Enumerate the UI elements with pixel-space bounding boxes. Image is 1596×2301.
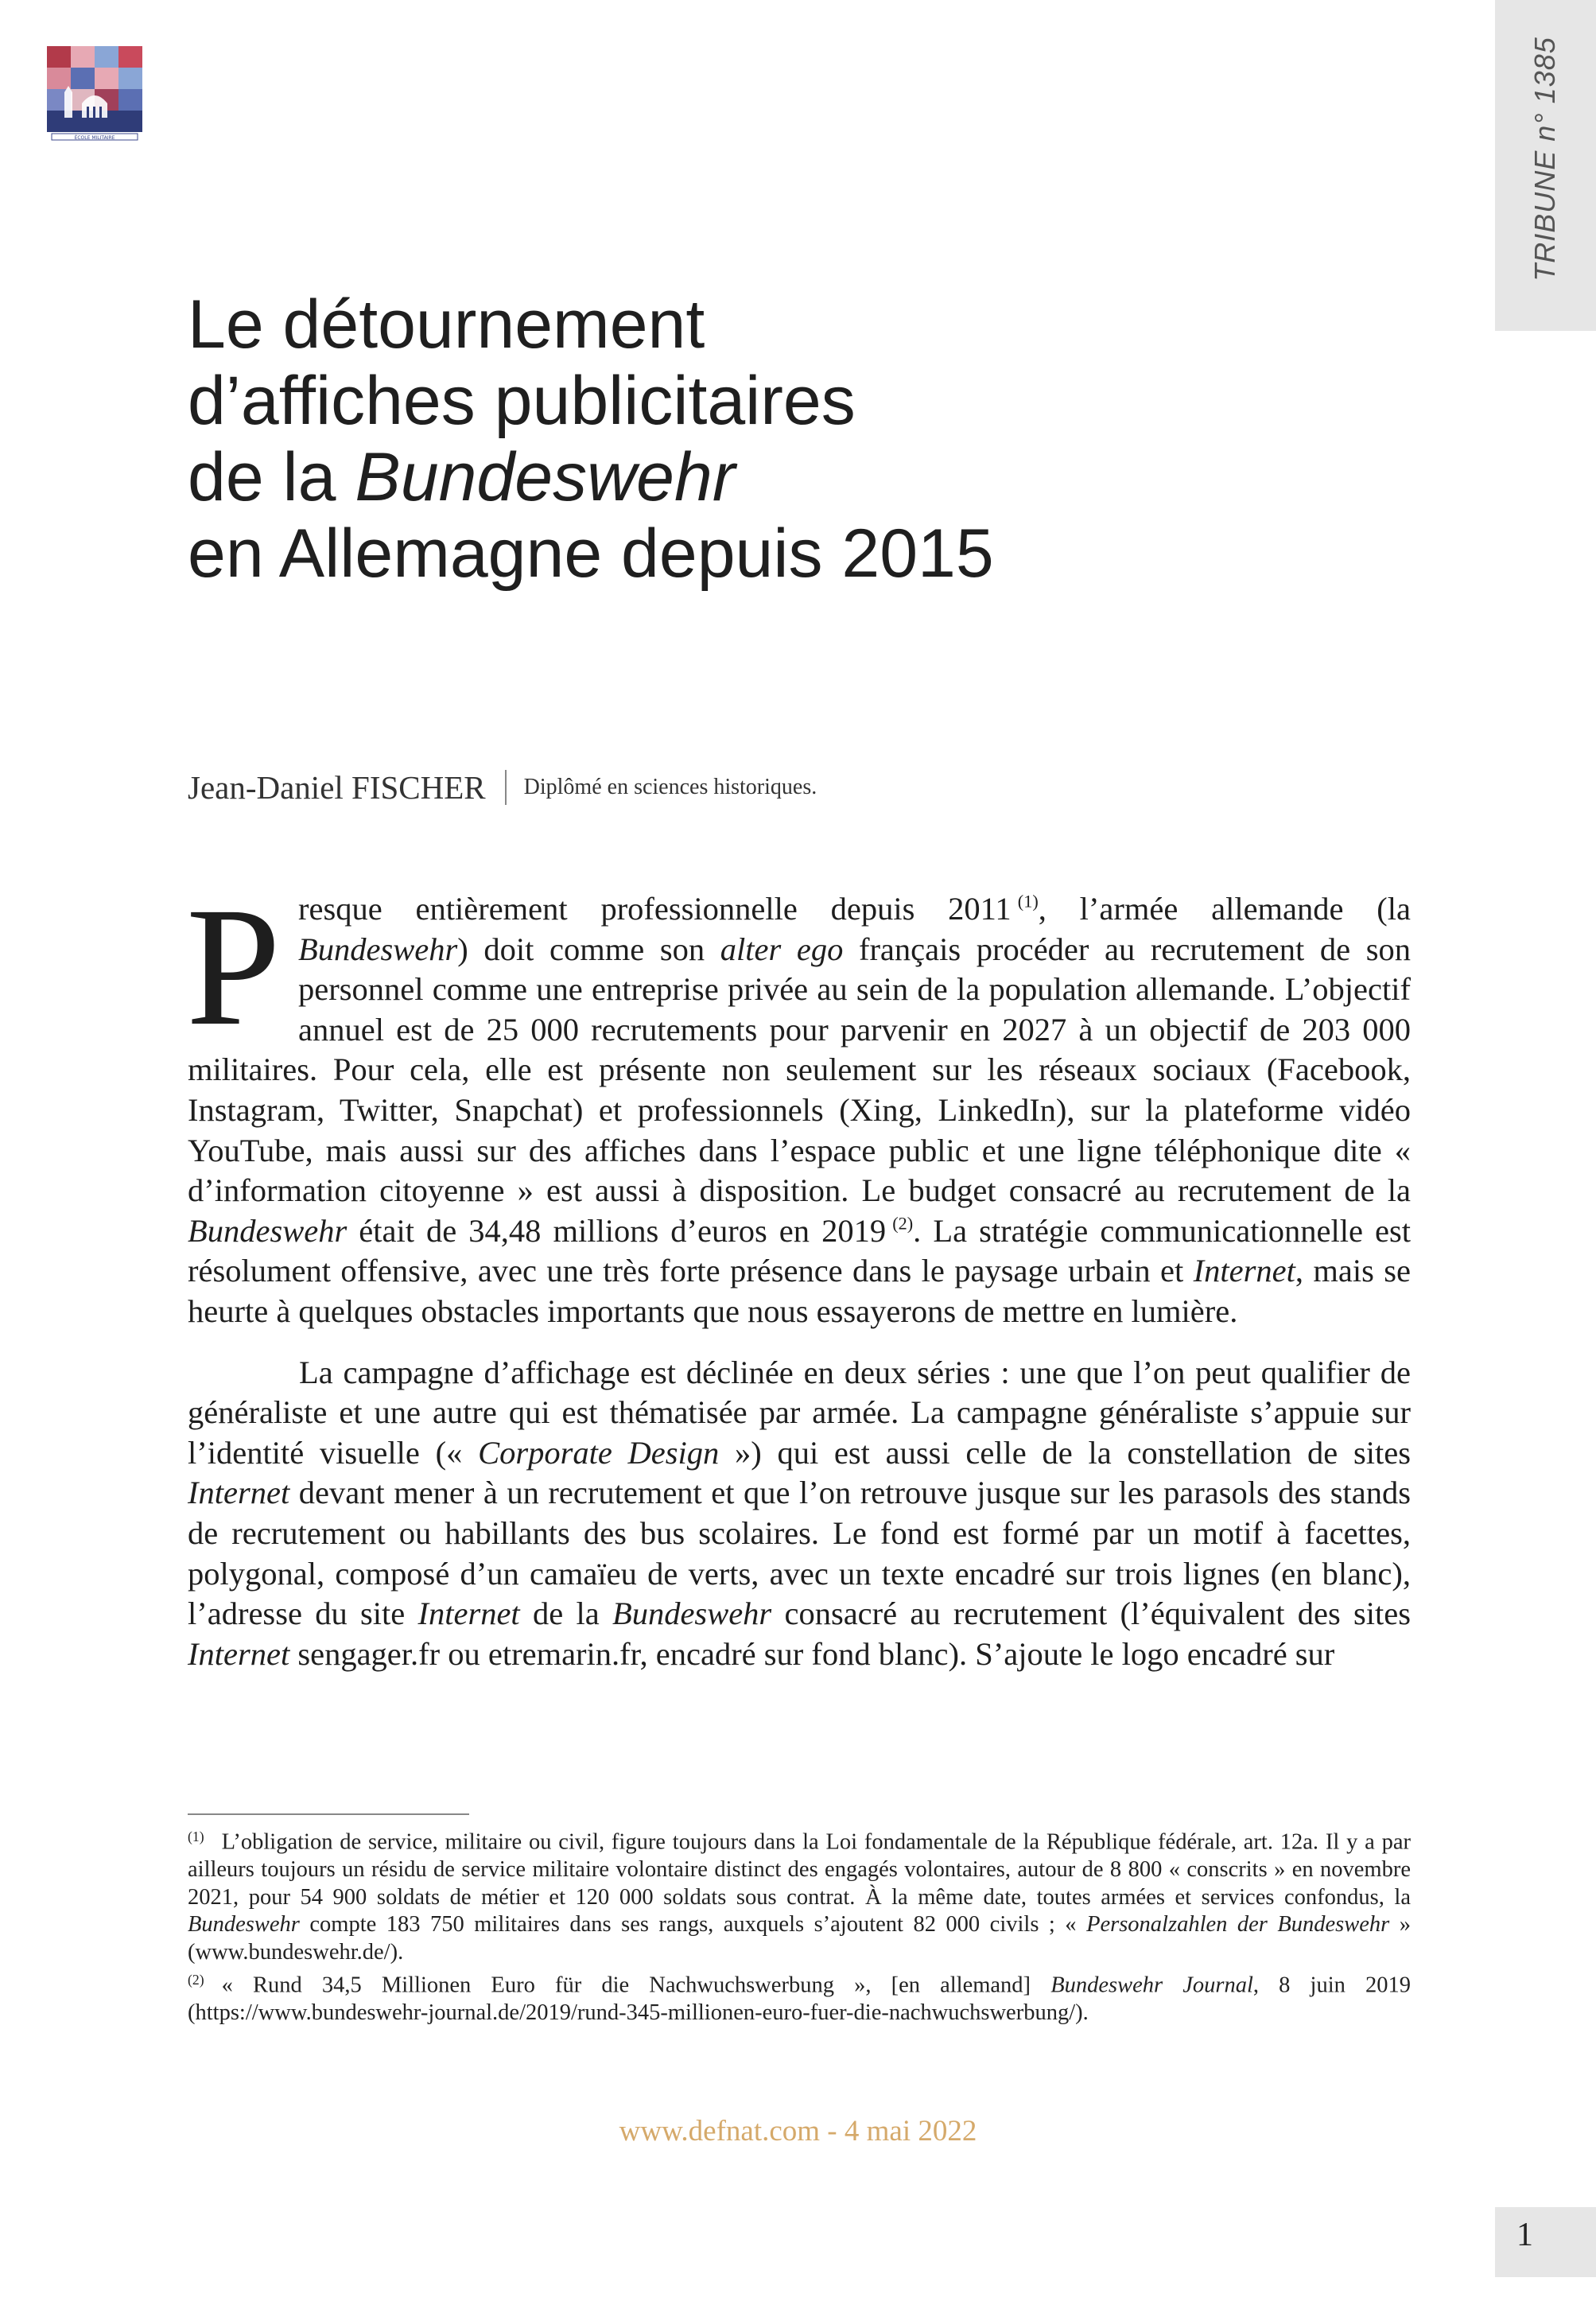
author-divider [505, 770, 507, 805]
footnote-separator [188, 1813, 469, 1815]
page-number-tab [1495, 2207, 1596, 2277]
article-title [188, 286, 1301, 592]
p1-italic-3: Bundeswehr [188, 1212, 348, 1249]
fn1-italic-2: Personalzahlen der Bundeswehr [1086, 1912, 1390, 1938]
p1-text-1: resque entièrement professionnelle depuis 2011 [298, 891, 1012, 927]
institution-building-logo-icon [47, 46, 142, 142]
p2-italic-5: Internet [188, 1635, 290, 1672]
footer-website-date[interactable]: www.defnat.com - 4 mai 2022 [619, 2115, 977, 2147]
footnotes [188, 1823, 1411, 2027]
footnote-2-mark: (2) [188, 1972, 204, 1988]
fn1-text-2: compte 183 750 militaires dans ses rangs, auxquels s’ajoutent 82 000 civils ; « [299, 1912, 1087, 1938]
fn2-text-1: « Rund 34,5 Millionen Euro für die Nachwuchswerbung », [en allemand] [221, 1973, 1051, 1998]
drop-cap: P [186, 873, 282, 1061]
p1-italic-2: alter ego [720, 931, 844, 967]
footnote-ref-1[interactable]: (1) [1017, 891, 1039, 911]
p2-text-6: sengager.fr ou etremarin.fr, encadré sur fond blanc). S’ajoute le logo encadré sur [289, 1635, 1335, 1672]
author-block [188, 768, 817, 807]
p2-text-5: consacré au recrutement (l’équivalent des sites [771, 1596, 1411, 1632]
institution-logo [47, 46, 142, 142]
p1-text-6: . La stratégie communicationnelle est résolument offensive, avec une très forte présence dans le paysage urbain et [188, 1212, 1411, 1289]
p1-text-2: , l’armée allemande (la [1038, 891, 1411, 927]
fn1-italic-1: Bundeswehr [188, 1912, 300, 1938]
title-line-1: Le détournement [188, 286, 705, 363]
fn2-italic-1: Bundeswehr Journal [1050, 1973, 1253, 1998]
p1-text-7: , mais se heurte à quelques obstacles importants que nous essayerons de mettre en lumière. [188, 1253, 1411, 1329]
p2-text-3: devant mener à un recrutement et que l’on retrouve jusque sur les parasols des stands de recrutement ou habillants des bus scolaires. Le fond est formé par un motif à facettes, polygonal, composé d’un camaïeu de verts, avec un texte encadré sur trois lignes (en blanc), l’adresse du site [188, 1475, 1411, 1632]
page-number: 1 [1516, 2217, 1533, 2253]
title-line-3-prefix: de la [188, 439, 355, 515]
paragraph-2 [188, 1353, 1411, 1675]
paragraph-1 [186, 873, 1411, 1332]
p1-italic-4: Internet [1193, 1253, 1295, 1289]
article-body [186, 873, 1411, 1674]
author-role: Diplômé en sciences historiques. [523, 775, 817, 799]
author-name [188, 768, 486, 807]
tribune-label: TRIBUNE n° 1385 [1528, 37, 1561, 282]
p1-text-3: ) doit comme son [457, 931, 720, 967]
p2-italic-4: Bundeswehr [612, 1596, 772, 1632]
fn1-text-1: L’obligation de service, militaire ou civil, figure toujours dans la Loi fondamentale de la République fédérale, art. 12a. Il y a par ailleurs toujours un résidu de service militaire volontaire distinct des engagés volontaires, autour de 8 800 « conscrits » en novembre 2021, pour 54 900 soldats de métier et 120 000 soldats sous contrat. À la même date, toutes armées et services confondus, la [188, 1829, 1411, 1910]
p2-text-2: ») qui est aussi celle de la constellation de sites [719, 1434, 1411, 1471]
footnote-2 [188, 1966, 1411, 2027]
p2-text-1: La campagne d’affichage est déclinée en deux séries : une que l’on peut qualifier de généraliste et une autre qui est thématisée par armée. La campagne généraliste s’appuie sur l’identité visuelle (« [188, 1354, 1411, 1471]
p2-italic-1: Corporate Design [478, 1434, 720, 1471]
logo-caption: ÉCOLE MILITAIRE [74, 135, 115, 141]
author-last-name: FISCHER [351, 769, 486, 806]
fn1-text-3: » (www.bundeswehr.de/). [188, 1912, 1411, 1965]
p1-text-4: français procéder au recrutement de son personnel comme une entreprise privée au sein de la population allemande. L’objectif annuel est de 25 000 recrutements pour parvenir en 2027 à un objectif de 203 000 militaires. Pour cela, elle est présente non seulement sur les réseaux sociaux (Facebook, Instagram, Twitter, Snapchat) et professionnels (Xing, LinkedIn), sur la plateforme vidéo YouTube, mais aussi sur des affiches dans l’espace public et une ligne téléphonique dite « d’information citoyenne » est aussi à disposition. Le budget consacré au recrutement de la [188, 931, 1411, 1209]
p2-italic-2: Internet [188, 1475, 290, 1511]
footnote-ref-2[interactable]: (2) [892, 1213, 914, 1234]
title-line-3 [188, 439, 1301, 515]
p1-italic-1: Bundeswehr [298, 931, 458, 967]
title-line-2: d’affiches publicitaires [188, 363, 856, 439]
title-line-3-italic: Bundeswehr [355, 439, 736, 515]
p1-text-5: était de 34,48 millions d’euros en 2019 [347, 1212, 887, 1249]
title-line-4: en Allemagne depuis 2015 [188, 515, 994, 592]
p2-text-4: de la [519, 1596, 612, 1632]
p2-italic-3: Internet [417, 1596, 520, 1632]
fn2-text-2: , 8 juin 2019 (https://www.bundeswehr-journal.de/2019/rund-345-millionen-euro-fuer-die-nachwuchswerbung/). [188, 1973, 1411, 2026]
author-first-name: Jean-Daniel [188, 769, 352, 806]
footnote-1-mark: (1) [188, 1829, 204, 1844]
footnote-1 [188, 1823, 1411, 1966]
